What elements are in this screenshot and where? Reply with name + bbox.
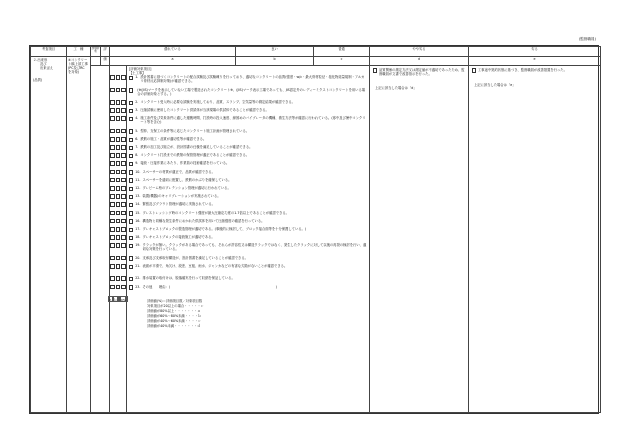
evaluation-box-row bbox=[110, 177, 126, 185]
criteria-text: その他 理由：( ) bbox=[142, 284, 277, 289]
header-taishou-blank bbox=[91, 57, 101, 66]
evaluation-box[interactable] bbox=[110, 116, 115, 121]
criteria-text: プレキャストブロックの製造管理が適切である。(事後的に検討して、ブロック接合面等を十分保護している。) bbox=[142, 226, 307, 231]
evaluation-box-row bbox=[110, 218, 126, 226]
taishou-col-body bbox=[91, 66, 110, 413]
evaluation-box[interactable] bbox=[121, 219, 126, 224]
evaluation-box[interactable] bbox=[110, 194, 115, 199]
evaluation-box[interactable] bbox=[121, 129, 126, 134]
criteria-number: 10. bbox=[135, 169, 141, 174]
criteria-number: 8. bbox=[135, 153, 139, 158]
criteria-item bbox=[129, 256, 367, 264]
criteria-cell bbox=[127, 66, 370, 413]
evaluation-box[interactable] bbox=[116, 108, 121, 113]
criteria-item bbox=[129, 264, 367, 276]
criteria-item bbox=[129, 137, 367, 145]
evaluation-box[interactable] bbox=[121, 202, 126, 207]
evaluation-box[interactable] bbox=[121, 264, 126, 269]
evaluation-box[interactable] bbox=[121, 186, 126, 191]
evaluation-sheet bbox=[29, 45, 599, 414]
evaluation-box[interactable] bbox=[121, 170, 126, 175]
evaluation-box[interactable] bbox=[116, 194, 121, 199]
evaluation-box[interactable] bbox=[121, 256, 126, 261]
criteria-text: 装置(機器)のキャリブレーションが実施されている。 bbox=[142, 194, 221, 199]
criteria-subtitle: 【土工事】 bbox=[129, 71, 146, 76]
evaluation-box[interactable] bbox=[116, 116, 121, 121]
criteria-checkbox[interactable] bbox=[129, 228, 133, 232]
criteria-number: 9. bbox=[135, 161, 139, 166]
evaluation-box[interactable] bbox=[121, 178, 126, 183]
header-grade-d: やや劣る bbox=[370, 47, 469, 57]
formula-line: 評価値が40%未満・・・・・・・ｄ bbox=[147, 323, 201, 328]
evaluation-box[interactable] bbox=[121, 194, 126, 199]
criteria-item bbox=[129, 285, 367, 293]
evaluation-box[interactable] bbox=[116, 137, 121, 142]
criteria-text: 型枠、支保工の条件等に応じたコンクリート施工計画が管理されている。 bbox=[140, 128, 250, 133]
criteria-checkbox[interactable] bbox=[129, 170, 133, 174]
evaluation-box[interactable] bbox=[121, 137, 126, 142]
criteria-text: 接続・圧接作業にあたり、作業員の技術確認を行っている。 bbox=[140, 161, 230, 166]
criteria-number: 17. bbox=[135, 226, 141, 231]
kousa-line-1: ２.出来形 bbox=[33, 58, 48, 62]
evaluation-box[interactable] bbox=[110, 129, 115, 134]
header-hyouka-taishou: 評価対象 bbox=[91, 47, 101, 57]
criteria-number: 12. bbox=[135, 186, 141, 191]
criteria-number: 1. bbox=[135, 75, 139, 80]
evaluation-box[interactable] bbox=[121, 75, 126, 80]
evaluation-box[interactable] bbox=[110, 100, 115, 105]
evaluation-box[interactable] bbox=[110, 202, 115, 207]
criteria-item bbox=[129, 170, 367, 178]
evaluation-box-row bbox=[110, 284, 126, 292]
criteria-text: プレキャストブロックの接続施工が適切である。 bbox=[142, 235, 215, 240]
koushu-cell bbox=[67, 57, 91, 413]
kousa-cell-top bbox=[31, 57, 67, 413]
evaluation-box[interactable] bbox=[110, 186, 115, 191]
evaluation-table bbox=[30, 46, 601, 413]
criteria-number: 13. bbox=[135, 194, 141, 199]
evaluation-box-row bbox=[110, 99, 126, 107]
criteria-checkbox[interactable] bbox=[129, 265, 133, 269]
criteria-checkbox[interactable] bbox=[129, 162, 133, 166]
percentage-cell: 0% bbox=[120, 297, 126, 302]
koushu-line-3: (PC及びRC bbox=[68, 66, 85, 71]
evaluation-box[interactable] bbox=[121, 145, 126, 150]
criteria-text: プレビーム桁のプレテンション管理が適切に行われている。 bbox=[142, 186, 231, 191]
criteria-checkbox[interactable] bbox=[129, 211, 133, 215]
header-grade-e: 劣る bbox=[469, 47, 601, 57]
grade-e-text: 工事途中契約状態に基づき、監督職員が改善措置を行った。 bbox=[478, 68, 567, 72]
percentage-cell: ａ bbox=[108, 297, 112, 302]
criteria-title: [評価対象項目] 【土工事】 bbox=[129, 67, 152, 76]
evaluation-box[interactable] bbox=[110, 235, 115, 240]
criteria-item bbox=[129, 243, 367, 255]
kousa-line-2: 及び bbox=[40, 62, 47, 67]
evaluation-box[interactable] bbox=[116, 161, 121, 166]
kousa-line-3: 出来ばえ bbox=[40, 66, 54, 71]
evaluation-box-row bbox=[110, 242, 126, 254]
criteria-item bbox=[129, 100, 367, 108]
evaluation-box[interactable] bbox=[116, 285, 121, 290]
criteria-checkbox[interactable] bbox=[129, 154, 133, 158]
criteria-number: 23. bbox=[135, 284, 141, 289]
evaluation-box[interactable] bbox=[121, 108, 126, 113]
criteria-item bbox=[129, 161, 367, 169]
criteria-text: 設計図書に基づくコンクリートの配合試験及び試験練りを行っており、適切なコンクリートの品質(強度・w/c・最大骨材粒径・塩化物総量規制・アルカリ骨材反応抑制対策)が確認できる。 bbox=[140, 75, 365, 84]
evaluation-box-row bbox=[110, 144, 126, 152]
evaluation-box-row bbox=[110, 160, 126, 168]
criteria-item bbox=[129, 75, 367, 87]
formula-line: 評価値(%)＝評価項目数／対象項目数 bbox=[147, 298, 203, 303]
evaluation-box-row bbox=[110, 87, 126, 99]
koushu-line-2: ト橋上部工事 bbox=[68, 62, 88, 67]
evaluation-box-row bbox=[110, 275, 126, 283]
koushu-line-1: ④コンクリー bbox=[68, 58, 88, 62]
header-hyou: 評 bbox=[101, 47, 110, 57]
criteria-checkbox[interactable] bbox=[129, 76, 133, 80]
evaluation-box[interactable] bbox=[116, 170, 121, 175]
evaluation-box[interactable] bbox=[110, 108, 115, 113]
criteria-checkbox[interactable] bbox=[129, 138, 133, 142]
evaluation-box-row bbox=[110, 210, 126, 218]
criteria-text: スペーサーの材質が適正で、品質が確認できる。 bbox=[142, 169, 215, 174]
evaluation-box[interactable] bbox=[121, 116, 126, 121]
header-koushu: 工 種 bbox=[67, 47, 91, 57]
evaluation-box[interactable] bbox=[110, 137, 115, 142]
criteria-text: 緊張及びグラウト管理が適切に実施されている。 bbox=[142, 202, 215, 207]
grade-d-note: 上記に該当した場合は「d」 bbox=[375, 86, 417, 91]
criteria-checkbox[interactable] bbox=[129, 195, 133, 199]
evaluation-box[interactable] bbox=[116, 178, 121, 183]
evaluation-box[interactable] bbox=[116, 243, 121, 248]
evaluation-box[interactable] bbox=[116, 75, 121, 80]
evaluation-box[interactable] bbox=[116, 202, 121, 207]
formula-line: 評価値が80%以上・・・・・・・ａ bbox=[147, 308, 201, 313]
criteria-text: スペーサーを適切に配置し、鉄筋のかぶりを確保している。 bbox=[142, 177, 232, 182]
criteria-text: クラックが無い。クラックがある場合であっても、それらが許容性又は構造クラックではなく、発生したクラックに対して以後の再発の検討を行い、適切な対策を行っている。 bbox=[142, 243, 367, 252]
evaluation-box-row bbox=[110, 234, 126, 242]
evaluation-box[interactable] bbox=[116, 186, 121, 191]
criteria-number: 15. bbox=[135, 210, 141, 215]
criteria-checkbox[interactable] bbox=[129, 101, 133, 105]
grade-e-checkbox[interactable] bbox=[472, 68, 476, 72]
evaluation-box[interactable] bbox=[116, 88, 121, 93]
evaluation-box[interactable] bbox=[116, 153, 121, 158]
criteria-item bbox=[129, 227, 367, 235]
evaluation-box[interactable] bbox=[110, 256, 115, 261]
grade-d-cell bbox=[370, 66, 469, 413]
evaluation-box[interactable] bbox=[110, 161, 115, 166]
grade-e-note: 上記に該当した場合は「e」 bbox=[474, 82, 516, 87]
evaluation-box[interactable] bbox=[121, 211, 126, 216]
evaluation-box[interactable] bbox=[121, 285, 126, 290]
grade-letter-b: b bbox=[236, 57, 314, 66]
percentage-cell: ｂ bbox=[113, 297, 117, 302]
grade-letter-e: e bbox=[469, 57, 601, 66]
evaluation-box-row bbox=[110, 201, 126, 209]
criteria-text: 構造物と同種な発生条件におかれた供試体を用いて圧縮強度の確認を行っている。 bbox=[142, 218, 265, 223]
evaluation-box[interactable] bbox=[116, 211, 121, 216]
evaluation-box[interactable] bbox=[116, 256, 121, 261]
criteria-text: 鉄筋の施工・品質が適切性等が確認できる。 bbox=[140, 136, 207, 141]
evaluation-box-row bbox=[110, 107, 126, 115]
criteria-number: 7. bbox=[135, 145, 139, 150]
criteria-text: (※(JIS)マークを表示していない工場で製造されたコンクリート※、(JIS)マーク表示工場であっても、JIS認定外のレディーミクストコンクリートを用いる場合の評価対象とする。) bbox=[137, 87, 366, 96]
evaluation-box-row bbox=[110, 74, 126, 86]
criteria-checkbox[interactable] bbox=[129, 256, 133, 260]
evaluation-box[interactable] bbox=[116, 219, 121, 224]
evaluation-box[interactable] bbox=[110, 243, 115, 248]
criteria-text: コンクリート打設までの鉄筋の保管管理が適正であることが確認できる。 bbox=[140, 153, 250, 158]
checkbox-column bbox=[110, 66, 127, 413]
header-ka: 価 bbox=[101, 57, 110, 66]
evaluation-box[interactable] bbox=[116, 264, 121, 269]
criteria-checkbox[interactable] bbox=[129, 203, 133, 207]
evaluation-box[interactable] bbox=[116, 276, 121, 281]
evaluation-box-row bbox=[110, 169, 126, 177]
header-grade-c: 普通 bbox=[314, 47, 370, 57]
criteria-item bbox=[129, 202, 367, 210]
criteria-text: プレストレッシング時のコンクリート強度が最大圧縮応力度の1.7倍以上であることが確認できる。 bbox=[142, 210, 289, 215]
evaluation-box[interactable] bbox=[110, 145, 115, 150]
evaluation-box[interactable] bbox=[116, 227, 121, 232]
criteria-text: コンクリート受入時に必要な試験を実施しており、品質、スランプ、空気量等の測定結果が確認できる。 bbox=[140, 99, 295, 104]
evaluation-box-row bbox=[110, 226, 126, 234]
criteria-checkbox[interactable] bbox=[129, 277, 133, 281]
criteria-item bbox=[129, 129, 367, 137]
evaluation-box-row bbox=[110, 136, 126, 144]
evaluation-box[interactable] bbox=[110, 227, 115, 232]
formula-line: 評価値が40%〜60%未満・・・・ｃ bbox=[147, 318, 202, 323]
criteria-number: 19. bbox=[135, 243, 141, 248]
evaluation-box-row bbox=[110, 152, 126, 160]
criteria-item bbox=[129, 116, 367, 128]
evaluation-box[interactable] bbox=[110, 170, 115, 175]
evaluation-box[interactable] bbox=[110, 153, 115, 158]
evaluation-box[interactable] bbox=[116, 145, 121, 150]
evaluation-box[interactable] bbox=[121, 227, 126, 232]
criteria-item bbox=[129, 88, 367, 100]
criteria-text: 鉄筋の加工及び組立が、設計図書の仕様を満足していることが確認できる。 bbox=[140, 145, 253, 150]
evaluation-box[interactable] bbox=[121, 276, 126, 281]
formula-line: 対象項目が20以上の場合・・・・・ｃ bbox=[147, 303, 204, 308]
evaluation-box[interactable] bbox=[121, 243, 126, 248]
evaluation-box[interactable] bbox=[116, 235, 121, 240]
evaluation-box[interactable] bbox=[110, 276, 115, 281]
evaluation-box[interactable] bbox=[121, 161, 126, 166]
grade-e-cell bbox=[469, 66, 601, 413]
criteria-checkbox[interactable] bbox=[129, 88, 133, 92]
criteria-checkbox[interactable] bbox=[129, 244, 133, 248]
header-grade-b: 良い bbox=[236, 47, 314, 57]
grade-letter-c: c bbox=[314, 57, 370, 66]
criteria-checkbox[interactable] bbox=[129, 236, 133, 240]
evaluation-box-row bbox=[110, 193, 126, 201]
evaluation-box-row bbox=[110, 263, 126, 275]
criteria-item bbox=[129, 186, 367, 194]
criteria-item bbox=[129, 178, 367, 186]
evaluation-box[interactable] bbox=[116, 129, 121, 134]
criteria-checkbox[interactable] bbox=[129, 187, 133, 191]
evaluation-box[interactable] bbox=[110, 219, 115, 224]
formula-block bbox=[129, 299, 367, 329]
header-kousa-item: 考査項目 bbox=[31, 47, 67, 57]
criteria-checkbox[interactable] bbox=[129, 146, 133, 150]
formula-line: 評価値が60%〜80%未満・・・・ｂ bbox=[147, 313, 202, 318]
evaluation-box[interactable] bbox=[116, 100, 121, 105]
criteria-checkbox[interactable] bbox=[129, 219, 133, 223]
criteria-number: 3. bbox=[135, 108, 139, 113]
header-grade-a: 優れている bbox=[110, 47, 236, 57]
evaluation-box-row bbox=[110, 115, 126, 127]
kousa-sub: (品質) bbox=[33, 78, 43, 83]
criteria-number: 21. bbox=[135, 263, 141, 268]
percentage-cell bbox=[126, 296, 128, 302]
evaluation-box[interactable] bbox=[121, 88, 126, 93]
criteria-item bbox=[129, 276, 367, 284]
grade-letter-d: d bbox=[370, 57, 469, 66]
criteria-number: 2. bbox=[135, 99, 139, 104]
evaluation-box[interactable] bbox=[110, 264, 115, 269]
evaluation-box[interactable] bbox=[121, 235, 126, 240]
criteria-number: 4. bbox=[135, 116, 139, 121]
criteria-number: 5. bbox=[135, 128, 139, 133]
evaluation-box[interactable] bbox=[121, 153, 126, 158]
criteria-checkbox[interactable] bbox=[129, 178, 133, 182]
evaluation-box-row bbox=[110, 185, 126, 193]
criteria-item bbox=[129, 211, 367, 219]
grade-letter-a: a bbox=[110, 57, 236, 66]
percentage-row bbox=[110, 296, 126, 302]
grade-d-checkbox[interactable] bbox=[373, 68, 377, 72]
evaluation-box[interactable] bbox=[110, 178, 115, 183]
koushu-line-4: を対象) bbox=[68, 70, 80, 75]
criteria-item bbox=[129, 219, 367, 227]
page-ref: (監督職員) bbox=[578, 37, 596, 41]
evaluation-box[interactable] bbox=[110, 211, 115, 216]
criteria-number: 11. bbox=[135, 177, 141, 182]
box-spacer bbox=[110, 66, 126, 74]
criteria-text: 排水装置の取付けは、脱落確実を行って収納を保証している。 bbox=[142, 276, 235, 281]
evaluation-box-row bbox=[110, 128, 126, 136]
evaluation-box[interactable] bbox=[110, 88, 115, 93]
evaluation-box[interactable] bbox=[110, 285, 115, 290]
criteria-number: 6. bbox=[135, 136, 139, 141]
evaluation-box-row bbox=[110, 255, 126, 263]
criteria-text: 表面が平滑で、角欠け、段差、豆板、雨水、ジャンカなどの有害な欠陥がないことが確認できる。 bbox=[142, 263, 288, 268]
criteria-checkbox[interactable] bbox=[129, 129, 133, 133]
criteria-checkbox[interactable] bbox=[129, 285, 133, 289]
evaluation-box[interactable] bbox=[121, 100, 126, 105]
evaluation-box[interactable] bbox=[110, 75, 115, 80]
criteria-number: 22. bbox=[135, 276, 141, 281]
criteria-text: 施工条件及び気象条件に適した運搬時間、打設時の投入速度、締固めのバイブレータの機種、養生方法等が確認に行われている。(寒中及び暑中コンクリート等を含む) bbox=[140, 116, 366, 125]
criteria-number: 18. bbox=[135, 235, 141, 240]
criteria-number: 16. bbox=[135, 218, 141, 223]
criteria-checkbox[interactable] bbox=[129, 109, 133, 113]
grade-d-text: 品質関係の測定方法又は測定値が不適切であったため、監督職員が文書で改善指示を行った。 bbox=[379, 68, 465, 77]
criteria-text: 圧縮試験に使用したコンクリート供試体が当該現場の供試体であることが確認できる。 bbox=[140, 108, 269, 113]
criteria-number: 20. bbox=[135, 255, 141, 260]
criteria-number: 14. bbox=[135, 202, 141, 207]
criteria-text: 支承及び支承取付構造が、設計図書を満足していることが確認できる。 bbox=[142, 255, 248, 260]
criteria-checkbox[interactable] bbox=[129, 117, 133, 121]
